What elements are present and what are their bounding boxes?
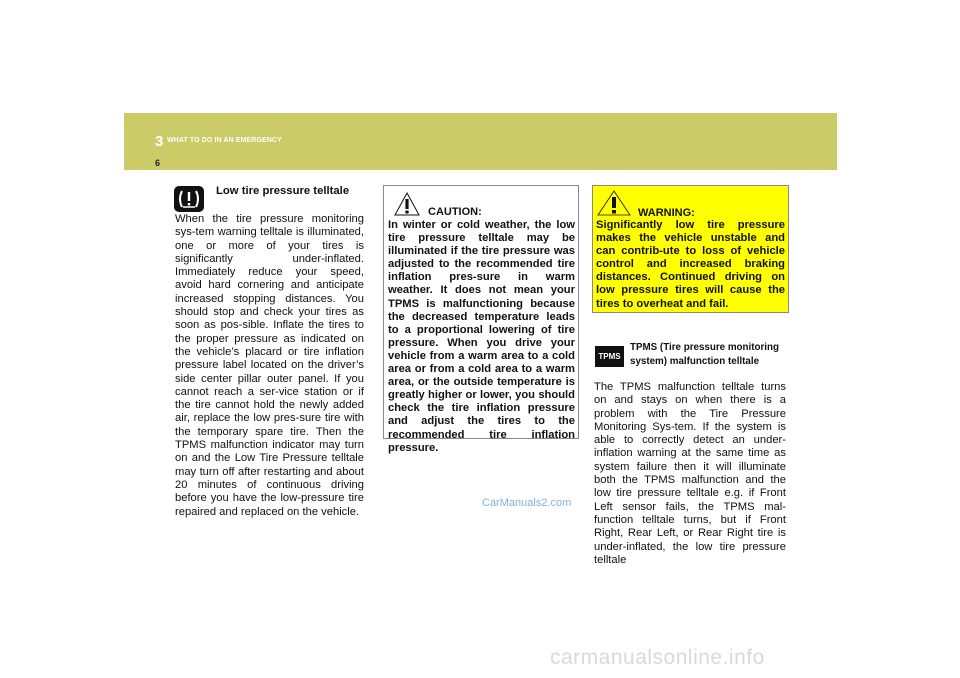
low-tire-paragraph: When the tire pressure monitoring sys-tem warning telltale is illuminated, one or more of your tires is significantly under-inflated. Immediately reduce your speed, avoid hard cornering and anticipate increased stopping distances. You should stop and check your tires as soon as pos-sible. Inflate the tires to the proper pressure as indicated on the vehicle’s placard or tire inflation pressure label located on the driver’s side center pillar outer panel. If you cannot reach a ser-vice station or if the tire cannot hold the newly added air, replace the low pres-sure tire with the temporary spare tire. Then the TPMS malfunction indicator may turn on and the Low Tire Pressure telltale may turn off after restarting and about 20 minutes of continuous driving before you have the low-pressure tire repaired and replaced on the vehicle. — [175, 213, 364, 518]
tpms-heading-line2: system) malfunction telltale — [630, 356, 760, 367]
caution-box — [383, 185, 579, 454]
watermark: carmanualsonline.info — [550, 646, 765, 669]
warning-exclamation-icon — [597, 190, 631, 216]
page-number: 6 — [155, 158, 161, 168]
caution-exclamation-icon — [394, 192, 420, 216]
low-tire-heading: Low tire pressure telltale — [216, 185, 350, 197]
warning-heading: WARNING: — [638, 207, 695, 219]
chapter-title: WHAT TO DO IN AN EMERGENCY — [167, 137, 282, 144]
footer-link[interactable]: CarManuals2.com — [482, 497, 572, 509]
caution-heading: CAUTION: — [428, 206, 482, 218]
tire-pressure-warning-icon — [174, 186, 204, 212]
chapter-number: 3 — [155, 133, 164, 150]
tpms-icon: TPMS — [595, 346, 624, 367]
tpms-paragraph: The TPMS malfunction telltale turns on and stays on when there is a problem with the Tire Pressure Monitoring Sys-tem. If the system is able to correctly detect an under-inflation warning at the same time as system failure then it will illuminate both the TPMS malfunction and the low tire pressure telltale e.g. if Front Left sensor fails, the TPMS mal-function telltale turns, but if Front Right, Rear Left, or Rear Right tire is under-inflated, the low tire pressure telltale — [594, 381, 786, 566]
warning-box — [592, 185, 789, 313]
warning-body: Significantly low tire pressure makes the vehicle unstable and can contrib-ute to loss of vehicle control and increased braking distances. Continued driving on low pressure tires will cause the tires to overheat and fail. — [596, 219, 785, 310]
tpms-heading-line1: TPMS (Tire pressure monitoring — [630, 342, 779, 353]
caution-body: In winter or cold weather, the low tire pressure telltale may be illuminated if the tire pressure was adjusted to the recommended tire inflation pres-sure in warm weather. It does not mean your TPMS is malfunctioning because the decreased temperature leads to a proportional lowering of tire pressure. When you drive your vehicle from a warm area to a cold area or from a cold area to a warm area, or the outside temperature is greatly higher or lower, you should check the tire inflation pressure and adjust the tires to the recommended tire inflation pressure. — [388, 219, 575, 454]
